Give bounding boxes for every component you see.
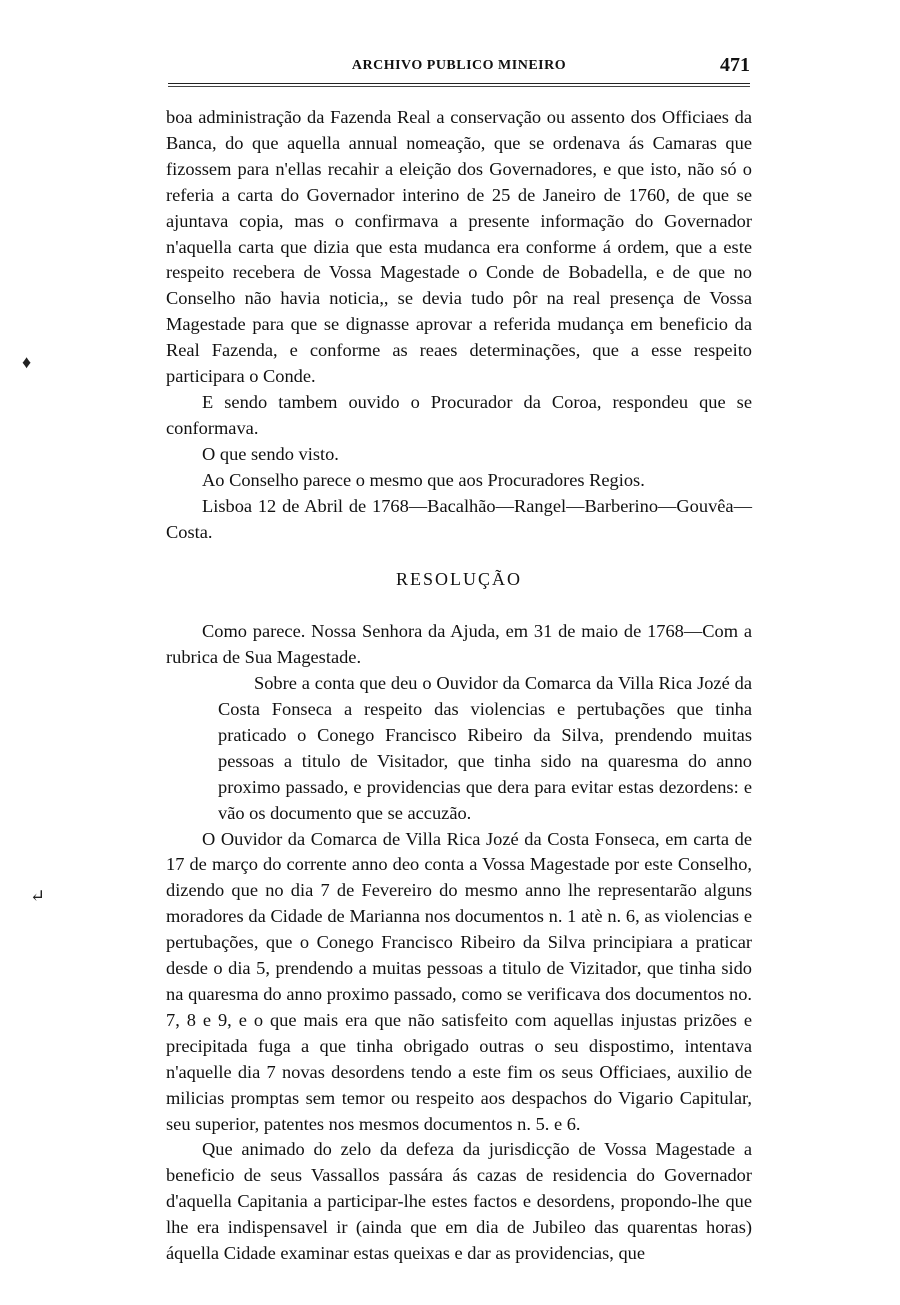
page-number: 471	[720, 54, 750, 76]
document-summary: Sobre a conta que deu o Ouvidor da Comarca da Villa Rica Jozé da Costa Fonseca a respeito das violencias e pertubações que tinha praticado o Conego Francisco Ribeiro da Silva, prendendo muitas pessoas a titulo de Visitador, que tinha sido na quaresma do anno proximo passado, e providencias que dera para evitar estas dezordens: e vão os documento que se accuzão.	[218, 673, 752, 823]
paragraph: Ao Conselho parece o mesmo que aos Procuradores Regios.	[202, 469, 645, 490]
running-head: ARCHIVO PUBLICO MINEIRO	[351, 58, 567, 73]
body-text	[166, 105, 752, 1267]
margin-mark: ♦	[22, 352, 32, 372]
section-heading: RESOLUÇÃO	[395, 569, 522, 590]
paragraph: O que sendo visto.	[202, 443, 339, 464]
paragraph: Que animado do zelo da defeza da jurisdicção de Vossa Magestade a beneficio de seus Vassallos passára ás cazas de residencia do Governador d'aquella Capitania a participar-lhe estes factos e desordens, propondo-lhe que lhe era indispensavel ir (ainda que em dia de Jubileo das quarentas horas) áquella Cidade examinar estas queixas e dar as providencias, que	[166, 1139, 752, 1264]
page-header	[168, 56, 750, 80]
paragraph: Lisboa 12 de Abril de 1768—Bacalhão—Rangel—Barberino—Gouvêa—Costa.	[166, 495, 752, 542]
paragraph: E sendo tambem ouvido o Procurador da Coroa, respondeu que se conformava.	[166, 391, 752, 438]
margin-mark: ↵	[30, 886, 46, 906]
paragraph: boa administração da Fazenda Real a conservação ou assento dos Officiaes da Banca, do que aquella annual nomeação, que se ordenava ás Camaras que fizossem para n'ellas recahir a eleição dos Governadores, e que isto, não só o referia a carta do Governador interino de 25 de Janeiro de 1760, de que se ajuntava copia, mas o confirmava a presente informação do Governador n'aquella carta que dizia que esta mudanca era conforme á ordem, que a este respeito recebera de Vossa Magestade o Conde de Bobadella, e de que no Conselho não havia noticia,, se devia tudo pôr na real presença de Vossa Magestade para que se dignasse aprovar a referida mudança em beneficio da Real Fazenda, e conforme as reaes determinações, que a esse respeito participara o Conde.	[166, 107, 752, 387]
paragraph: Como parece. Nossa Senhora da Ajuda, em 31 de maio de 1768—Com a rubrica de Sua Magestade.	[166, 621, 752, 668]
paragraph: O Ouvidor da Comarca de Villa Rica Jozé da Costa Fonseca, em carta de 17 de março do corrente anno deo conta a Vossa Magestade por este Conselho, dizendo que no dia 7 de Fevereiro do mesmo anno lhe representarão alguns moradores da Cidade de Marianna nos documentos n. 1 atè n. 6, as violencias e pertubações, que o Conego Francisco Ribeiro da Silva principiara a praticar desde o dia 5, prendendo a muitas pessoas a titulo de Vizitador, que tinha sido na quaresma do anno proximo passado, como se verificava dos documentos no. 7, 8 e 9, e o que mais era que não satisfeito com aquellas injustas prizões e precipitada fuga a que tinha obrigado outras o seu dispostimo, intentava n'aquelle dia 7 novas desordens tendo a este fim os seus Officiaes, auxilio de milicias promptas sem temor ou respeito aos despachos do Vigario Capitular, seu superior, patentes nos mesmos documentos n. 5. e 6.	[166, 828, 752, 1134]
header-rule	[168, 83, 750, 87]
